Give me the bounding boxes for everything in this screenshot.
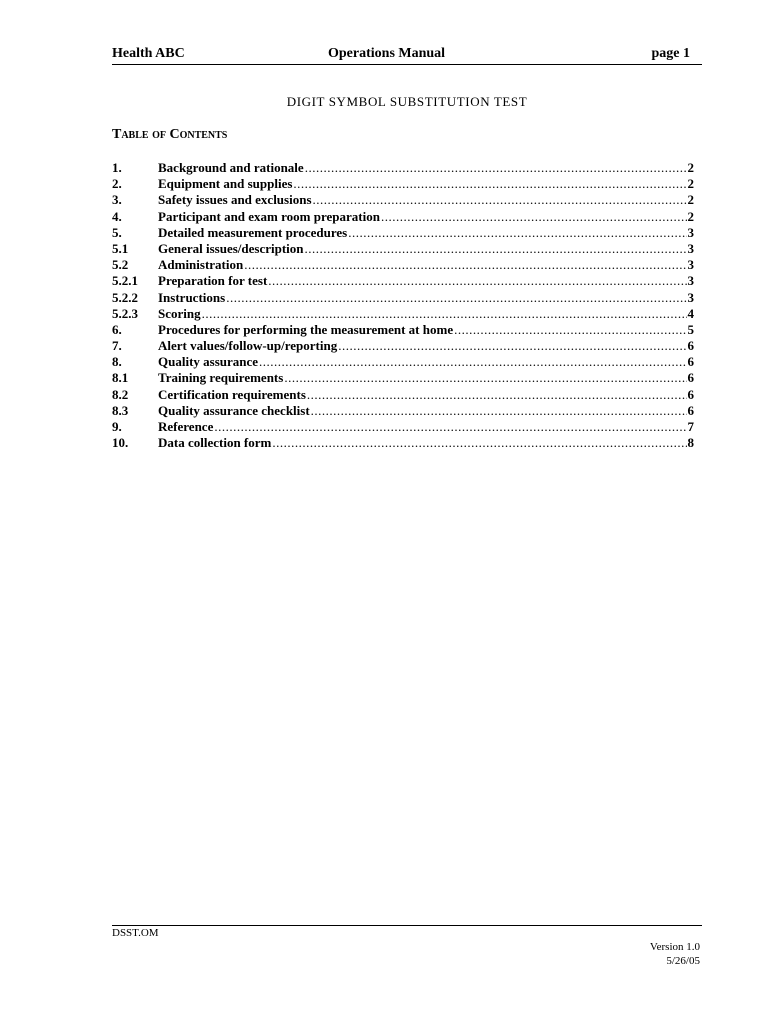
footer-filename: DSST.OM [112, 927, 159, 939]
toc-entry-title: Detailed measurement procedures [158, 224, 348, 240]
toc-entry[interactable] [112, 322, 694, 338]
toc-entry-page: 5 [687, 321, 694, 337]
footer-divider [112, 925, 702, 926]
toc-entry-number: 5.2.3 [112, 305, 138, 321]
toc-entry-title: Quality assurance checklist [158, 402, 310, 418]
table-of-contents [112, 160, 694, 451]
toc-entry-number: 5.1 [112, 240, 129, 256]
header-page-number: page 1 [651, 46, 690, 61]
toc-entry[interactable] [112, 273, 694, 289]
header-org: Health ABC [112, 46, 185, 61]
toc-dot-leader [348, 225, 686, 241]
toc-dot-leader [305, 241, 687, 257]
toc-entry-title: Certification requirements [158, 386, 306, 402]
toc-entry-page: 6 [687, 354, 694, 370]
toc-dot-leader [338, 338, 686, 354]
footer-version-block [650, 940, 700, 968]
toc-entry-title: Administration [158, 257, 244, 273]
toc-entry-number: 8.2 [112, 386, 129, 402]
toc-entry-title: Data collection form [158, 435, 272, 451]
toc-entry-page: 3 [687, 273, 694, 289]
toc-entry-title: Scoring [158, 305, 201, 321]
toc-dot-leader [272, 435, 686, 451]
toc-dot-leader [226, 290, 686, 306]
toc-entry-title: Instructions [158, 289, 226, 305]
toc-entry-page: 6 [687, 370, 694, 386]
toc-entry[interactable] [112, 338, 694, 354]
toc-entry[interactable] [112, 192, 694, 208]
toc-entry[interactable] [112, 290, 694, 306]
toc-entry-title: Background and rationale [158, 160, 304, 175]
toc-entry-number: 8.3 [112, 402, 129, 418]
document-title: DIGIT SYMBOL SUBSTITUTION TEST [286, 94, 528, 109]
toc-entry[interactable] [112, 225, 694, 241]
toc-entry-title: Participant and exam room preparation [158, 208, 380, 224]
toc-entry-number: 5. [112, 224, 122, 240]
toc-entry-number: 8.1 [112, 370, 129, 386]
toc-entry[interactable] [112, 435, 694, 451]
toc-entry-page: 8 [687, 435, 694, 451]
toc-entry[interactable] [112, 370, 694, 386]
toc-dot-leader [259, 354, 686, 370]
toc-dot-leader [284, 370, 686, 386]
toc-entry-title: Alert values/follow-up/reporting [158, 338, 338, 354]
toc-entry-title: Quality assurance [158, 354, 259, 370]
toc-entry-page: 3 [687, 257, 694, 273]
toc-dot-leader [454, 322, 686, 338]
toc-entry-number: 4. [112, 208, 122, 224]
toc-entry-title: Training requirements [158, 370, 284, 386]
header-manual-title: Operations Manual [328, 46, 446, 61]
toc-entry[interactable] [112, 306, 694, 322]
toc-entry-number: 1. [112, 160, 122, 175]
toc-entry[interactable] [112, 257, 694, 273]
toc-entry[interactable] [112, 354, 694, 370]
toc-entry-number: 9. [112, 419, 122, 434]
toc-entry-title: Reference [158, 419, 214, 434]
toc-entry-number: 7. [112, 338, 122, 354]
toc-entry-page: 2 [687, 208, 694, 224]
toc-dot-leader [311, 403, 687, 419]
toc-entry-page: 6 [687, 402, 694, 418]
toc-entry-page: 6 [687, 338, 694, 354]
toc-entry-title: Procedures for performing the measurement at home [158, 321, 454, 337]
toc-entry[interactable] [112, 209, 694, 225]
footer-version: Version 1.0 [649, 941, 700, 953]
toc-entry-title: Safety issues and exclusions [158, 192, 312, 208]
toc-dot-leader [293, 176, 686, 192]
toc-entry-number: 2. [112, 176, 122, 192]
toc-entry-title: Equipment and supplies [158, 176, 293, 192]
toc-entry-page: 7 [687, 419, 694, 434]
toc-entry-number: 5.2 [112, 257, 129, 273]
toc-dot-leader [244, 257, 686, 273]
toc-entry[interactable] [112, 387, 694, 403]
toc-entry[interactable] [112, 403, 694, 419]
toc-entry-page: 3 [687, 224, 694, 240]
toc-entry[interactable] [112, 419, 694, 435]
toc-entry-title: Preparation for test [158, 273, 268, 289]
toc-entry-number: 10. [112, 435, 129, 451]
toc-entry-number: 6. [112, 321, 122, 337]
toc-dot-leader [268, 273, 686, 289]
toc-entry-page: 3 [687, 240, 694, 256]
toc-entry-page: 2 [687, 176, 694, 192]
toc-entry[interactable] [112, 176, 694, 192]
toc-dot-leader [214, 419, 686, 435]
toc-entry[interactable] [112, 241, 694, 257]
toc-dot-leader [313, 192, 687, 208]
toc-entry-number: 8. [112, 354, 122, 370]
toc-dot-leader [305, 160, 687, 176]
toc-heading: Table of Contents [112, 127, 228, 142]
toc-entry-page: 3 [687, 289, 694, 305]
toc-entry-page: 2 [687, 192, 694, 208]
toc-entry-page: 4 [687, 305, 694, 321]
toc-entry-title: General issues/description [158, 240, 304, 256]
toc-entry-number: 3. [112, 192, 122, 208]
toc-entry-page: 2 [687, 160, 694, 175]
toc-dot-leader [381, 209, 687, 225]
page-header [112, 46, 702, 65]
toc-entry[interactable] [112, 160, 694, 176]
toc-entry-page: 6 [687, 386, 694, 402]
toc-dot-leader [307, 387, 687, 403]
toc-dot-leader [202, 306, 687, 322]
toc-entry-number: 5.2.1 [112, 273, 138, 289]
footer-date: 5/26/05 [666, 955, 700, 967]
toc-entry-number: 5.2.2 [112, 289, 138, 305]
